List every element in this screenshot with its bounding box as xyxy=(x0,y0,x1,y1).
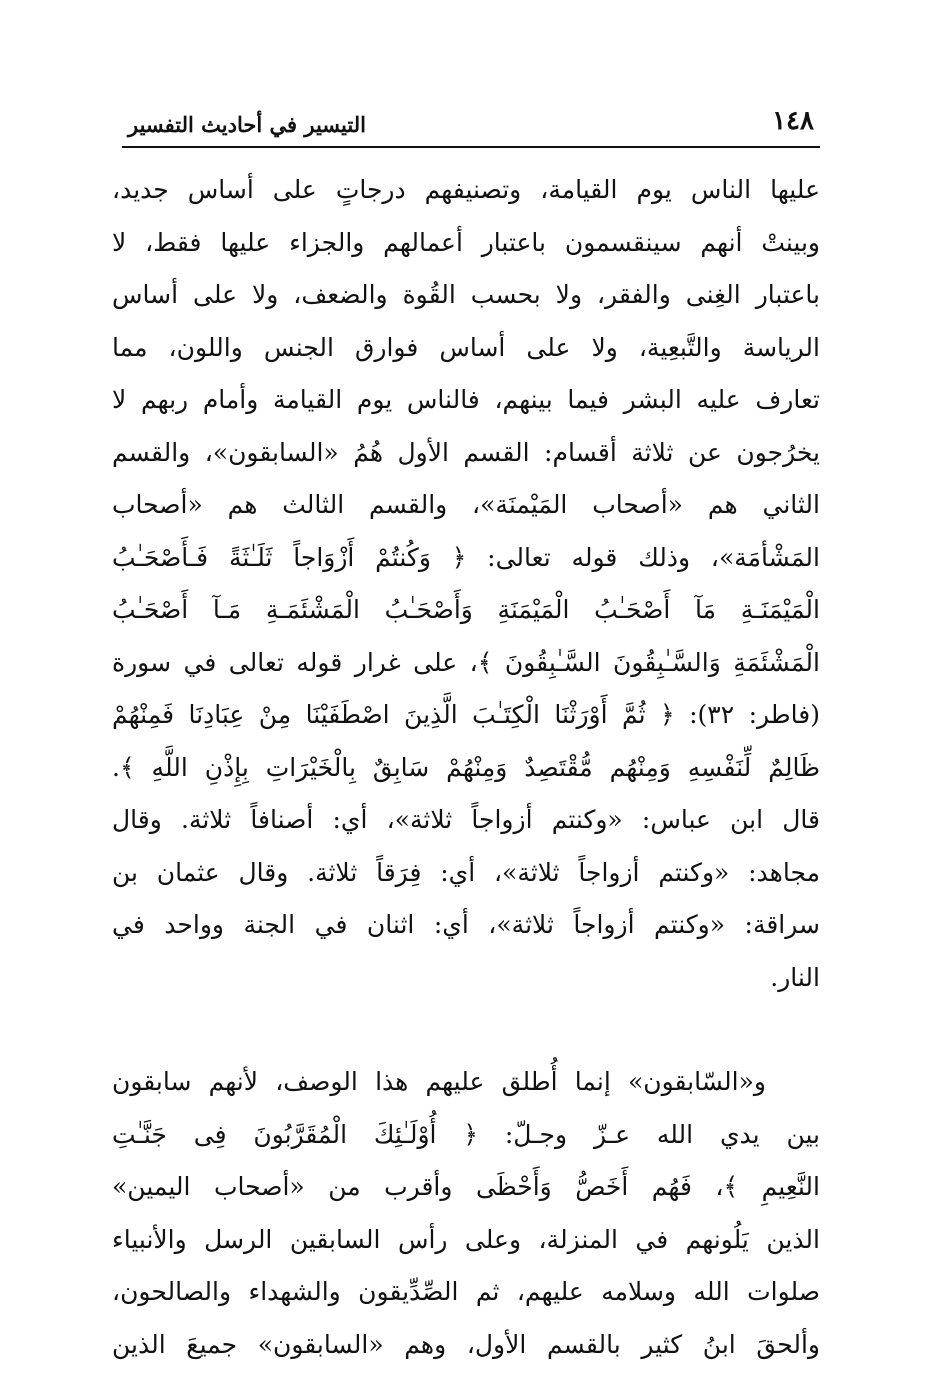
text-line: وألحقَ ابنُ كثير بالقسم الأول، وهم «السابقون» جميعَ الذين xyxy=(112,1329,820,1359)
text-line: المَشْأمَة»، وذلك قوله تعالى: ﴿ وَكُنتُمْ أَزْوَاجاً ثَلَـٰثَةً فَـأَصْحَـٰبُ xyxy=(112,542,820,572)
text-line: سراقة: «وكنتم أزواجاً ثلاثة»، أي: اثنان في الجنة وواحد في xyxy=(112,910,820,939)
text-line: الذين يَلُونهم في المنزلة، وعلى رأس السابقين الرسل والأنبياء xyxy=(112,1224,820,1254)
text-line: الْمَيْمَنَـةِ مَآ أَصْحَـٰبُ الْمَيْمَنَةِ وَأَصْحَـٰبُ الْمَشْئَمَـةِ مَـآ أَصْحَـٰبُ xyxy=(112,595,820,624)
text-line: ظَالِمٌ لِّنَفْسِهِ وَمِنْهُم مُّقْتَصِدٌ وَمِنْهُمْ سَابِقٌ بِالْخَيْرَاتِ بِإِذْنِ اللَّهِ ﴾. xyxy=(112,752,820,782)
text-line: (فاطر: ٣٢): ﴿ ثُمَّ أَوْرَثْنَا الْكِتَـٰبَ الَّذِينَ اصْطَفَيْنَا مِنْ عِبَادِنَا فَمِنْهُمْ xyxy=(112,700,820,729)
text-line: عليها الناس يوم القيامة، وتصنيفهم درجاتٍ على أساس جديد، xyxy=(112,175,820,204)
page-number: ١٤٨ xyxy=(772,106,814,136)
paragraph xyxy=(112,164,820,1004)
text-line: يخرُجون عن ثلاثة أقسام: القسم الأول هُمُ «السابقون»، والقسم xyxy=(112,437,820,467)
body-text xyxy=(112,164,820,1371)
text-line: الرياسة والتَّبعِية، ولا على أساس فوارق الجنس واللون، مما xyxy=(112,332,820,362)
text-line: الْمَشْئَمَةِ وَالسَّـٰبِقُونَ السَّـٰبِقُونَ ﴾، على غرار قوله تعالى في سورة xyxy=(112,647,820,677)
running-title: التيسير في أحاديث التفسير xyxy=(128,112,366,137)
text-line: وبينتْ أنهم سينقسمون باعتبار أعمالهم والجزاء عليها فقط، لا xyxy=(112,227,820,257)
text-line: باعتبار الغِنى والفقر، ولا بحسب القُوة والضعف، ولا على أساس xyxy=(112,280,820,309)
text-line: و«السّابقون» إنما أُطلق عليهم هذا الوصف، لأنهم سابقون xyxy=(112,1067,766,1096)
text-line: مجاهد: «وكنتم أزواجاً ثلاثة»، أي: فِرَقاً ثلاثة. وقال عثمان بن xyxy=(112,857,820,887)
page-header xyxy=(122,104,820,148)
paragraph-gap xyxy=(112,1004,820,1056)
text-line: تعارف عليه البشر فيما بينهم، فالناس يوم القيامة وأمام ربهم لا xyxy=(112,385,820,414)
text-line: النار. xyxy=(770,962,820,992)
paragraph xyxy=(112,1056,820,1371)
text-line: الثاني هم «أصحاب المَيْمنَة»، والقسم الثالث هم «أصحاب xyxy=(112,490,820,519)
text-line: صلوات الله وسلامه عليهم، ثم الصِّدِّيقون والشهداء والصالحون، xyxy=(112,1277,820,1306)
text-line: قال ابن عباس: «وكنتم أزواجاً ثلاثة»، أي: أصنافاً ثلاثة. وقال xyxy=(112,805,820,834)
text-line: النَّعِيمِ ﴾، فَهُم أَخَصُّ وَأَحْظَى وأقرب من «أصحاب اليمين» xyxy=(112,1172,820,1201)
text-line: بين يدي الله عـزّ وجـلّ: ﴿ أُوْلَـٰئِكَ الْمُقَرَّبُونَ فِى جَنَّـٰتِ xyxy=(112,1119,820,1149)
